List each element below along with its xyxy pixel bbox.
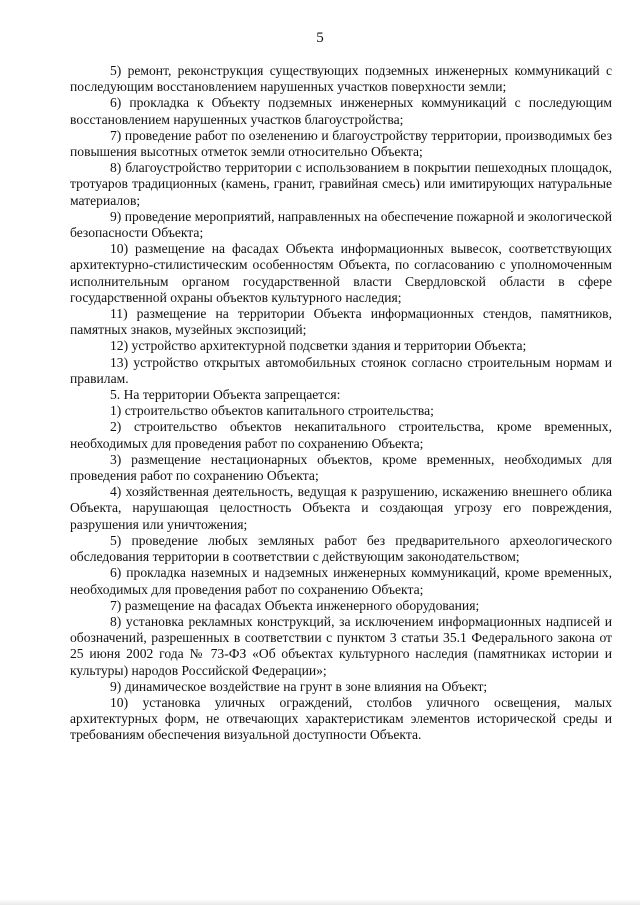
prohibition-item-3: 3) размещение нестационарных объектов, кроме временных, необходимых для проведения работ по сохранению Объекта; [70, 451, 612, 484]
paragraph-item-8-paving: 8) благоустройство территории с использованием в покрытии пешеходных площадок, тротуаров традиционных (камень, гранит, гравийная смесь) или имитирующих натуральные материалов; [70, 160, 612, 208]
prohibition-item-4: 4) хозяйственная деятельность, ведущая к разрушению, искажению внешнего облика Объекта, нарушающая целостность Объекта и создающая угрозу его повреждения, разрушения или уничтожения; [70, 484, 612, 532]
paragraph-item-7-landscaping: 7) проведение работ по озеленению и благоустройству территории, производимых без повышения высотных отметок земли относительно Объекта; [70, 127, 612, 160]
paragraph-item-10-signage: 10) размещение на фасадах Объекта информационных вывесок, соответствующих архитектурно-стилистическим особенностям Объекта, по согласованию с уполномоченным исполнительным органом государственной власти Свердловской области в сфере государственной охраны объектов культурного наследия; [70, 241, 612, 305]
paragraph-item-13-parking: 13) устройство открытых автомобильных стоянок согласно строительным нормам и правилам. [70, 354, 612, 386]
paragraph-item-6-underground-utilities: 6) прокладка к Объекту подземных инженерных коммуникаций с последующим восстановлением нарушенных участков благоустройства; [70, 95, 612, 127]
prohibition-item-5: 5) проведение любых земляных работ без предварительного археологического обследования территории в соответствии с действующим законодательством; [70, 532, 612, 565]
scan-edge-shadow [0, 899, 640, 905]
page-number: 5 [316, 30, 324, 46]
prohibition-item-2: 2) строительство объектов некапитального строительства, кроме временных, необходимых для проведения работ по сохранению Объекта; [70, 419, 612, 451]
paragraph-item-12-lighting: 12) устройство архитектурной подсветки здания и территории Объекта; [110, 338, 527, 354]
prohibition-item-7: 7) размещение на фасадах Объекта инженерного оборудования; [110, 597, 480, 613]
prohibition-item-10: 10) установка уличных ограждений, столбов уличного освещения, малых архитектурных форм, не отвечающих характеристикам элементов исторической среды и требованиям обеспечения визуальной доступности Объекта. [70, 694, 612, 743]
paragraph-item-11-stands: 11) размещение на территории Объекта информационных стендов, памятников, памятных знаков, музейных экспозиций; [70, 306, 612, 338]
paragraph-item-9-safety: 9) проведение мероприятий, направленных на обеспечение пожарной и экологической безопасности Объекта; [70, 208, 612, 241]
prohibition-item-1: 1) строительство объектов капитального строительства; [110, 403, 434, 419]
document-body [70, 63, 612, 744]
prohibition-item-6: 6) прокладка наземных и надземных инженерных коммуникаций, кроме временных, необходимых для проведения работ по сохранению Объекта; [70, 565, 612, 597]
prohibition-item-9: 9) динамическое воздействие на грунт в зоне влияния на Объект; [110, 678, 488, 694]
paragraph-item-5-repair: 5) ремонт, реконструкция существующих подземных инженерных коммуникаций с последующим восстановлением нарушенных участков поверхности земли; [70, 63, 612, 95]
prohibition-item-8: 8) установка рекламных конструкций, за исключением информационных надписей и обозначений, разрешенных в соответствии с пунктом 3 статьи 35.1 Федерального закона от 25 июня 2002 года № 73-ФЗ «Об объектах культурного наследия (памятниках истории и культуры) народов Российской Федерации»; [70, 613, 612, 678]
section-heading-prohibitions: 5. На территории Объекта запрещается: [110, 387, 341, 403]
